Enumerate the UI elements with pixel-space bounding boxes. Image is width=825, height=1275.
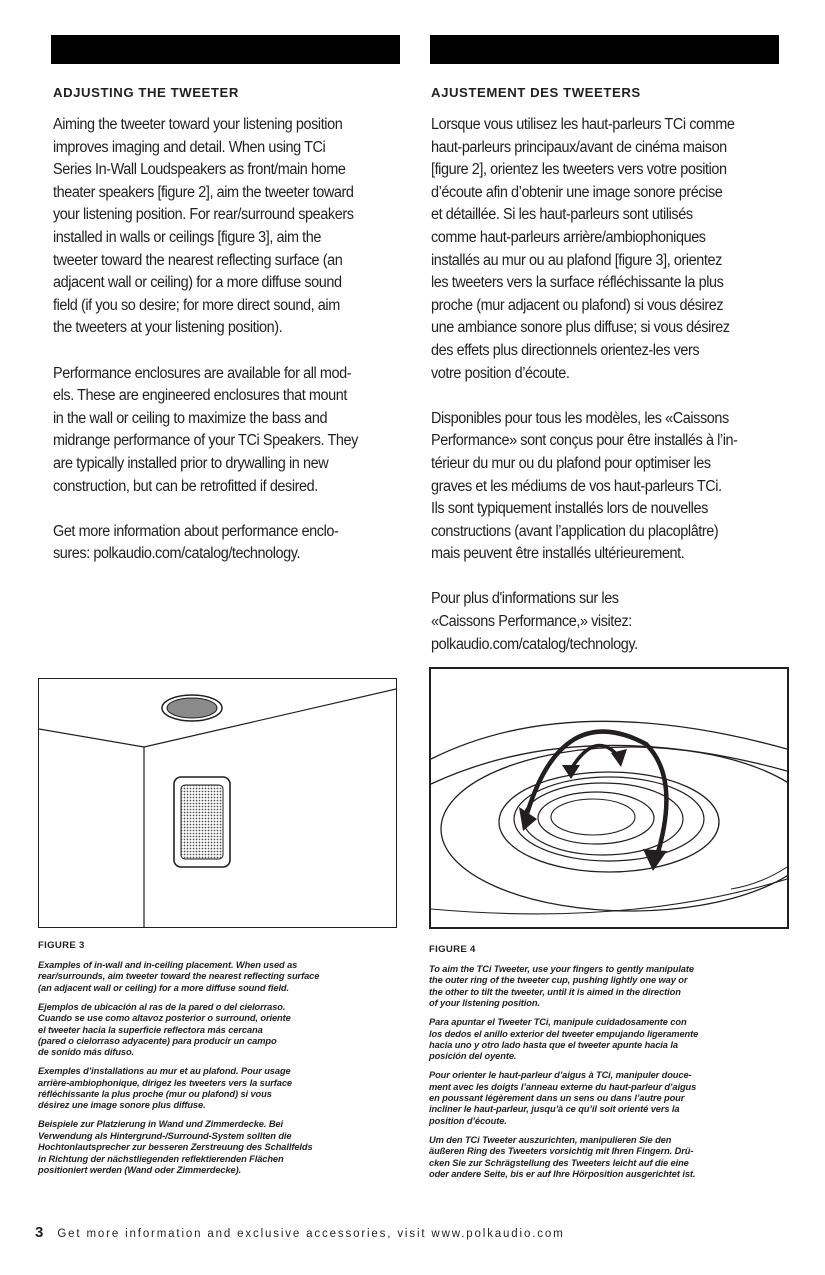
text-line: To aim the TCi Tweeter, use your fingers to gently manipulate [429,964,694,974]
wall-ceiling-drawing [39,679,396,927]
figure-3-caption-paragraph [38,1119,403,1176]
text-line: comme haut-parleurs arrière/ambiophoniques [431,228,706,246]
tweeter-drawing [431,669,787,927]
footer-text: Get more information and exclusive accessories, visit www.polkaudio.com [57,1228,565,1240]
left-wall-ceiling-edge [39,729,144,747]
text-line: improves imaging and detail. When using TCi [53,138,326,156]
text-line: theater speakers [figure 2], aim the tweeter toward [53,183,354,201]
text-line: positioniert werden (Wand oder Zimmerdecke). [38,1165,242,1175]
left-header-bar [51,35,400,64]
french-heading: AJUSTEMENT DES TWEETERS [431,85,641,100]
text-line: haut-parleurs principaux/avant de cinéma maison [431,138,727,156]
text-line: réfléchissante la plus proche (mur ou plafond) si vous [38,1089,272,1100]
english-paragraph [53,521,403,566]
french-paragraph [431,588,781,656]
english-paragraph [53,363,403,499]
text-line: the tweeters at your listening position). [53,319,283,337]
figure-3-illustration [38,678,397,928]
text-line: hacia uno y otro lado hasta que el tweeter apunte hacia la [429,1039,678,1050]
text-line: sures: polkaudio.com/catalog/technology. [53,545,301,563]
text-line: Exemples d’installations au mur et au plafond. Pour usage [38,1066,291,1077]
figure-4-caption-paragraph [429,1135,789,1181]
text-line: mais peuvent être installés ultérieurement. [431,545,685,563]
text-line: incliner le haut-parleur, jusqu’à ce qu’il soit orienté vers la [429,1104,680,1115]
english-column [53,84,403,588]
text-line: in the wall or ceiling to maximize the bass and [53,409,328,427]
text-line: construction, but can be retrofitted if desired. [53,477,318,495]
text-line: arrière-ambiophonique, dirigez les tweeters vers la surface [38,1077,292,1088]
text-line: field (if you so desire; for more direct sound, aim [53,296,340,314]
text-line: térieur du mur ou du plafond pour optimiser les [431,454,711,472]
text-line: Hochtonlautsprecher zur besseren Zerstreuung des Schallfelds [38,1142,313,1153]
text-line: the other to tilt the tweeter, until it is aimed in the direction [429,986,681,997]
text-line: Examples of in-wall and in-ceiling placement. When used as [38,960,298,970]
text-line: midrange performance of your TCi Speakers. They [53,432,358,450]
text-line: installed in walls or ceilings [figure 3], aim the [53,228,321,246]
text-line: position d’écoute. [429,1115,507,1126]
figure-4-illustration [429,667,789,929]
text-line: (pared o cielorraso adyacente) para producir un campo [38,1035,277,1046]
text-line: Ejemplos de ubicación al ras de la pared o del cielorraso. [38,1001,286,1012]
text-line: Get more information about performance enclo- [53,522,339,540]
text-line: ment avec les doigts l’anneau externe du haut-parleur d’aigus [429,1081,697,1092]
text-line: rear/surrounds, aim tweeter toward the nearest reflecting surface [38,971,320,982]
text-line: Ils sont typiquement installés lors de nouvelles [431,500,708,518]
text-line: Series In-Wall Loudspeakers as front/main home [53,161,346,179]
text-line: installés au mur ou au plafond [figure 3], orientez [431,251,722,269]
text-line: of your listening position. [429,998,540,1009]
tilt-arrow-outer-arc [526,732,666,859]
figure-4-caption-paragraph [429,964,789,1010]
text-line: Cuando se use como altavoz posterior o surround, oriente [38,1013,291,1024]
figure-3-caption-paragraph [38,1002,403,1059]
text-line: Disponibles pour tous les modèles, les «Caissons [431,409,729,427]
text-line: Pour plus d'informations sur les [431,590,619,608]
text-line: polkaudio.com/catalog/technology. [431,635,638,653]
figure-3-caption [38,940,403,1184]
text-line: proche (mur adjacent ou plafond) si vous désirez [431,296,724,314]
text-line: désirez une image sonore plus diffuse. [38,1100,206,1111]
figure-3-title: FIGURE 3 [38,940,85,951]
text-line: en poussant légèrement dans un sens ou dans l’autre pour [429,1093,685,1104]
figure-3-caption-paragraph [38,1066,403,1112]
figure-4-caption-body [429,964,789,1180]
text-line: are typically installed prior to drywalling in new [53,454,329,472]
text-line: constructions (avant l’application du placoplâtre) [431,522,719,540]
text-line: Beispiele zur Platzierung in Wand und Zimmerdecke. Bei [38,1119,283,1130]
french-body [431,114,791,656]
figure-4-caption [429,944,789,1188]
text-line: cken Sie zur Schrägstellung des Tweeters leicht auf die eine [429,1157,689,1168]
text-line: äußeren Ring des Tweeters vorsichtig mit Ihren Fingern. Drü- [429,1146,694,1157]
text-line: de sonido más difuso. [38,1047,135,1058]
page-number: 3 [35,1224,44,1241]
figure-3-caption-body [38,960,403,1176]
text-line: des effets plus directionnels orientez-les vers [431,341,700,359]
text-line: et détaillée. Si les haut-parleurs sont utilisés [431,206,693,224]
english-heading: ADJUSTING THE TWEETER [53,85,239,100]
text-line: d’écoute afin d’obtenir une image sonore précise [431,183,723,201]
wall-speaker-grille [181,785,223,859]
english-paragraph [53,114,403,340]
right-header-bar [430,35,779,64]
text-line: Performance» sont conçus pour être installés à l’in- [431,432,738,450]
text-line: (an adjacent wall or ceiling) for a more diffuse sound field. [38,982,289,993]
text-line: votre position d’écoute. [431,364,570,382]
figure-3-caption-paragraph [38,960,403,994]
text-line: your listening position. For rear/surround speakers [53,206,354,224]
ceiling-speaker-grille [167,698,217,718]
french-paragraph [431,114,781,385]
english-body [53,114,403,566]
text-line: les tweeters vers la surface réfléchissante la plus [431,274,724,292]
text-line: «Caissons Performance,» visitez: [431,613,632,631]
text-line: graves et les médiums de vos haut-parleurs TCi. [431,477,722,495]
french-paragraph [431,408,781,566]
french-column [431,84,791,679]
text-line: Performance enclosures are available for all mod- [53,364,352,382]
text-line: [figure 2], orientez les tweeters vers votre position [431,161,727,179]
text-line: Para apuntar el Tweeter TCi, manipule cuidadosamente con [429,1017,687,1028]
text-line: Verwendung als Hintergrund-/Surround-System sollten die [38,1130,292,1141]
text-line: adjacent wall or ceiling) for a more diffuse sound [53,274,342,292]
text-line: els. These are engineered enclosures that mount [53,387,347,405]
text-line: los dedos el anillo exterior del tweeter empujando ligeramente [429,1028,699,1039]
text-line: Aiming the tweeter toward your listening position [53,116,343,133]
text-line: Pour orienter le haut-parleur d’aigus à TCi, manipuler douce- [429,1070,692,1081]
text-line: Um den TCi Tweeter auszurichten, manipulieren Sie den [429,1134,672,1145]
text-line: the outer ring of the tweeter cup, pushing lightly one way or [429,975,688,986]
figure-4-caption-paragraph [429,1070,789,1127]
figure-4-title: FIGURE 4 [429,944,476,955]
text-line: el tweeter hacia la superficie reflectora más cercana [38,1024,263,1035]
text-line: in Richtung der nächstliegenden reflektierenden Flächen [38,1153,284,1164]
text-line: Lorsque vous utilisez les haut-parleurs TCi comme [431,116,735,133]
text-line: tweeter toward the nearest reflecting surface (an [53,251,343,269]
page-footer [35,1224,565,1244]
text-line: posición del oyente. [429,1051,517,1062]
text-line: oder andere Seite, bis er auf Ihre Hörposition ausgerichtet ist. [429,1169,696,1179]
figure-4-caption-paragraph [429,1017,789,1063]
text-line: une ambiance sonore plus diffuse; si vous désirez [431,319,730,337]
